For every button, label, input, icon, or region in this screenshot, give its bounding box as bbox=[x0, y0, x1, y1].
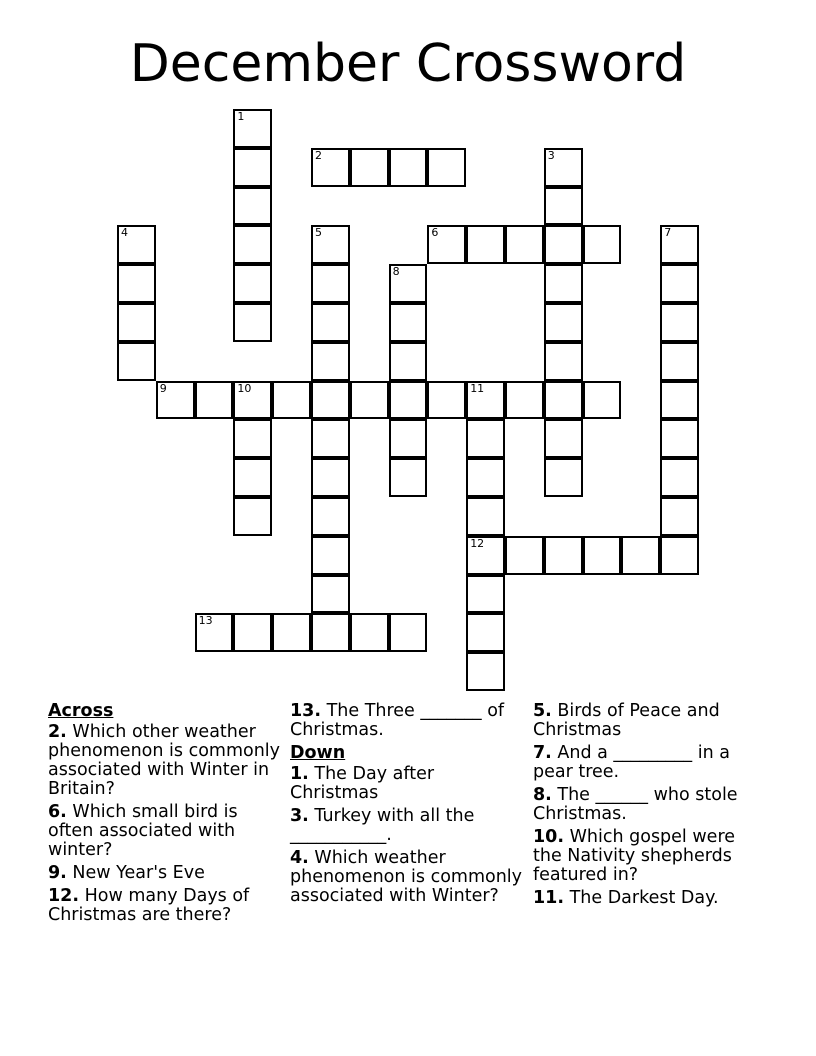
clue-down-10: 10. Which gospel were the Nativity shepherds featured in? bbox=[533, 827, 736, 885]
grid-cell[interactable] bbox=[233, 264, 272, 303]
grid-cell[interactable] bbox=[660, 497, 699, 536]
grid-cell[interactable] bbox=[389, 381, 428, 420]
grid-cell[interactable] bbox=[117, 303, 156, 342]
grid-cell[interactable] bbox=[117, 225, 156, 264]
down-heading: Down bbox=[290, 743, 346, 763]
grid-cell[interactable] bbox=[233, 109, 272, 148]
grid-cell[interactable] bbox=[272, 381, 311, 420]
clue-number: 3 bbox=[547, 148, 555, 162]
grid-cell[interactable] bbox=[311, 419, 350, 458]
grid-cell[interactable] bbox=[311, 613, 350, 652]
grid-cell[interactable] bbox=[233, 458, 272, 497]
grid-cell[interactable] bbox=[544, 187, 583, 226]
grid-cell[interactable] bbox=[544, 303, 583, 342]
grid-cell[interactable] bbox=[660, 536, 699, 575]
grid-cell[interactable] bbox=[311, 225, 350, 264]
clue-down-8: 8. The ______ who stole Christmas. bbox=[533, 785, 738, 824]
clue-number: 7 bbox=[664, 226, 672, 240]
grid-cell[interactable] bbox=[389, 613, 428, 652]
page-title: December Crossword bbox=[129, 34, 687, 94]
grid-cell[interactable] bbox=[233, 148, 272, 187]
grid-cell[interactable] bbox=[621, 536, 660, 575]
grid-cell[interactable] bbox=[311, 303, 350, 342]
clue-number: 4 bbox=[121, 226, 128, 240]
clue-down-3: 3. Turkey with all the ___________. bbox=[290, 806, 475, 845]
clue-across-13: 13. The Three _______ of Christmas. bbox=[290, 701, 505, 740]
grid-cell[interactable] bbox=[466, 225, 505, 264]
grid-cell[interactable] bbox=[660, 419, 699, 458]
grid-cell[interactable] bbox=[350, 613, 389, 652]
grid-cell[interactable] bbox=[505, 381, 544, 420]
grid-cell[interactable] bbox=[311, 342, 350, 381]
across-heading: Across bbox=[48, 701, 114, 721]
grid-cell[interactable] bbox=[544, 264, 583, 303]
grid-cell[interactable] bbox=[505, 225, 544, 264]
grid-cell[interactable] bbox=[660, 342, 699, 381]
clue-down-7: 7. And a _________ in a pear tree. bbox=[533, 743, 730, 782]
clues-column-3 bbox=[533, 700, 769, 912]
grid-cell[interactable] bbox=[466, 458, 505, 497]
grid-cell[interactable] bbox=[389, 419, 428, 458]
clue-number: 1 bbox=[237, 110, 245, 123]
grid-cell[interactable] bbox=[233, 303, 272, 342]
grid-cell[interactable] bbox=[311, 381, 350, 420]
grid-cell[interactable] bbox=[350, 381, 389, 420]
clue-number: 10 bbox=[237, 381, 252, 395]
grid-cell[interactable] bbox=[233, 225, 272, 264]
grid-cell[interactable] bbox=[311, 497, 350, 536]
grid-cell[interactable] bbox=[389, 458, 428, 497]
grid-cell[interactable] bbox=[389, 342, 428, 381]
grid-cell[interactable] bbox=[389, 303, 428, 342]
grid-cell[interactable] bbox=[466, 575, 505, 614]
clue-number: 9 bbox=[159, 381, 167, 395]
clue-down-1: 1. The Day after Christmas bbox=[290, 764, 435, 803]
grid-cell[interactable] bbox=[195, 381, 234, 420]
grid-cell[interactable] bbox=[583, 536, 622, 575]
clue-down-4: 4. Which weather phenomenon is commonly associated with Winter? bbox=[290, 848, 523, 906]
grid-cell[interactable] bbox=[389, 264, 428, 303]
grid-cell[interactable] bbox=[544, 225, 583, 264]
clues-column-1 bbox=[48, 700, 284, 929]
clue-down-5: 5. Birds of Peace and Christmas bbox=[533, 701, 720, 740]
grid-cell[interactable] bbox=[544, 342, 583, 381]
clue-number: 13 bbox=[198, 614, 213, 628]
clue-number: 8 bbox=[392, 265, 400, 279]
grid-cell[interactable] bbox=[466, 419, 505, 458]
clue-across-9: 9. New Year's Eve bbox=[48, 863, 205, 883]
grid-cell[interactable] bbox=[544, 381, 583, 420]
grid-cell[interactable] bbox=[544, 536, 583, 575]
grid-cell[interactable] bbox=[233, 497, 272, 536]
grid-cell[interactable] bbox=[544, 458, 583, 497]
clue-number: 2 bbox=[315, 148, 322, 162]
grid-cell[interactable] bbox=[311, 264, 350, 303]
grid-cell[interactable] bbox=[233, 187, 272, 226]
grid-cell[interactable] bbox=[660, 225, 699, 264]
grid-cell[interactable] bbox=[505, 536, 544, 575]
grid-cell[interactable] bbox=[583, 381, 622, 420]
grid-cell[interactable] bbox=[311, 536, 350, 575]
grid-cell[interactable] bbox=[233, 419, 272, 458]
clue-number: 11 bbox=[470, 381, 485, 395]
grid-cell[interactable] bbox=[660, 303, 699, 342]
grid-cell[interactable] bbox=[466, 652, 505, 691]
grid-cell[interactable] bbox=[660, 264, 699, 303]
grid-cell[interactable] bbox=[311, 458, 350, 497]
grid-cell[interactable] bbox=[311, 148, 350, 187]
grid-cell[interactable] bbox=[544, 148, 583, 187]
clue-down-11: 11. The Darkest Day. bbox=[533, 888, 719, 908]
grid-cell[interactable] bbox=[233, 613, 272, 652]
grid-cell[interactable] bbox=[233, 381, 272, 420]
grid-cell[interactable] bbox=[311, 575, 350, 614]
grid-cell[interactable] bbox=[660, 458, 699, 497]
grid-cell[interactable] bbox=[350, 148, 389, 187]
grid-cell[interactable] bbox=[389, 148, 428, 187]
grid-cell[interactable] bbox=[427, 381, 466, 420]
clues-column-2 bbox=[290, 700, 526, 910]
grid-cell[interactable] bbox=[466, 381, 505, 420]
grid-cell[interactable] bbox=[466, 613, 505, 652]
clue-number: 12 bbox=[470, 536, 485, 550]
clue-across-6: 6. Which small bird is often associated with winter? bbox=[48, 802, 238, 860]
grid-cell[interactable] bbox=[117, 264, 156, 303]
grid-cell[interactable] bbox=[583, 225, 622, 264]
clue-across-2: 2. Which other weather phenomenon is commonly associated with Winter in Britain? bbox=[48, 722, 281, 799]
grid-cell[interactable] bbox=[272, 613, 311, 652]
grid-cell[interactable] bbox=[427, 148, 466, 187]
grid-cell[interactable] bbox=[117, 342, 156, 381]
grid-cell[interactable] bbox=[466, 536, 505, 575]
clue-number: 6 bbox=[431, 226, 439, 240]
grid-cell[interactable] bbox=[544, 419, 583, 458]
grid-cell[interactable] bbox=[466, 497, 505, 536]
grid-cell[interactable] bbox=[195, 613, 234, 652]
clue-number: 5 bbox=[315, 226, 322, 240]
grid-cell[interactable] bbox=[156, 381, 195, 420]
grid-cell[interactable] bbox=[427, 225, 466, 264]
clue-across-12: 12. How many Days of Christmas are there? bbox=[48, 886, 250, 925]
grid-cell[interactable] bbox=[660, 381, 699, 420]
